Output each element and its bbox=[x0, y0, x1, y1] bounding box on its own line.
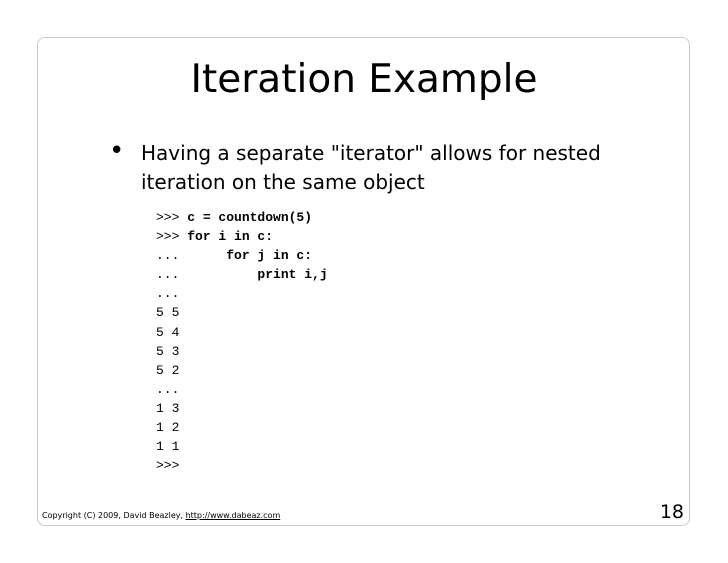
output-line: 1 1 bbox=[156, 439, 180, 455]
output-line: 5 2 bbox=[156, 362, 180, 378]
code-line: >>> c = countdown(5) bbox=[156, 210, 313, 225]
code-line: ... for j in c: bbox=[156, 248, 313, 264]
code-line: >>> bbox=[156, 458, 180, 474]
bullet-dot-icon: • bbox=[109, 136, 125, 166]
code-line: >>> for i in c: bbox=[156, 229, 274, 245]
output-line: 5 5 bbox=[156, 305, 180, 321]
output-line: 5 3 bbox=[156, 343, 180, 359]
bullet-text: Having a separate "iterator" allows for nested iteration on the same object bbox=[141, 141, 601, 194]
code-line: ... print i,j bbox=[156, 267, 328, 283]
slide-title: Iteration Example bbox=[190, 57, 538, 102]
code-line: ... bbox=[156, 286, 180, 302]
website-link[interactable]: http://www.dabeaz.com bbox=[185, 511, 281, 520]
output-line: 1 2 bbox=[156, 420, 180, 436]
output-line: ... bbox=[156, 381, 180, 397]
output-line: 5 4 bbox=[156, 324, 180, 340]
output-line: 1 3 bbox=[156, 400, 180, 416]
copyright-footer bbox=[42, 511, 280, 520]
slide-frame bbox=[37, 37, 690, 526]
code-block bbox=[156, 208, 328, 475]
copyright-text: Copyright (C) 2009, David Beazley, bbox=[42, 511, 186, 520]
page-number: 18 bbox=[659, 501, 684, 523]
